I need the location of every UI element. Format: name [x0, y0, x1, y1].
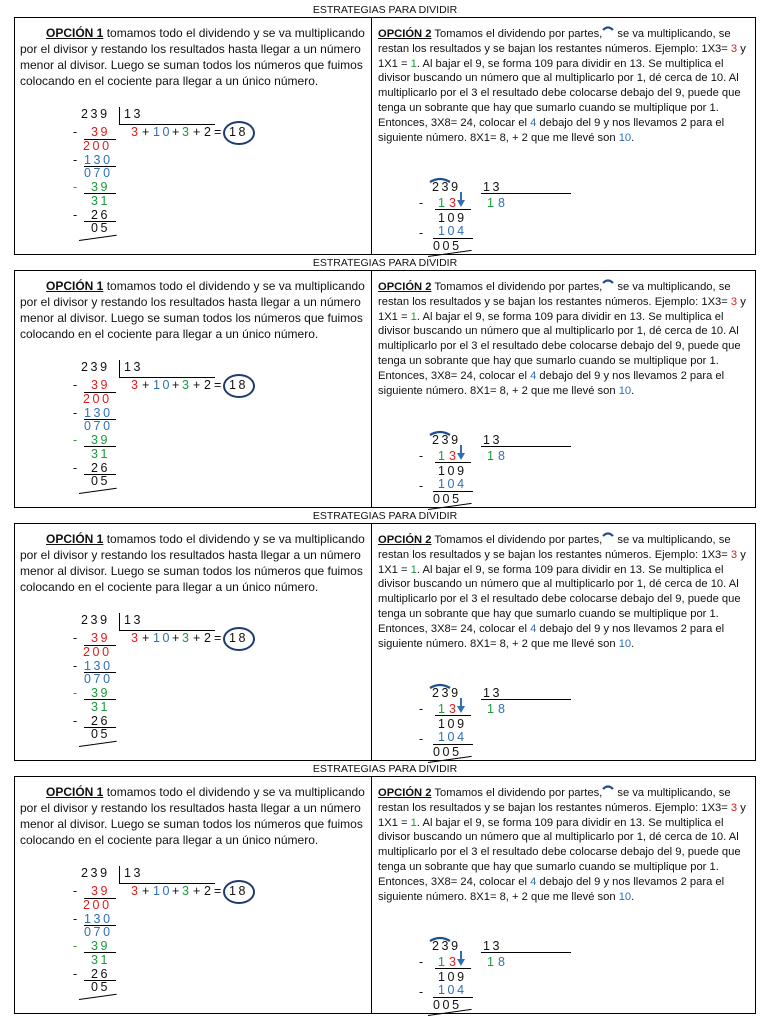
option2-text: [378, 784, 750, 904]
o2-rem1: 109: [438, 464, 467, 478]
o1-sub2: 130: [84, 659, 113, 673]
option2-text-3: y 1X1 =: [378, 42, 746, 70]
o2-rem2: 005: [433, 492, 462, 506]
o1-rem1: 200: [83, 898, 112, 912]
o1-sub3: 39: [91, 939, 111, 953]
option2-text-6: .: [631, 637, 635, 650]
option1-text: [20, 784, 365, 848]
strategy-section: [14, 510, 756, 763]
o2-sub1-units: 3: [449, 955, 459, 969]
o1-plus-1: +: [142, 125, 152, 139]
bring-down-arrow-icon: [456, 698, 466, 714]
option2-text-2: se va multiplicando, se restan los resultados y se bajan los restantes números. Ejemplo: 1X3=: [378, 28, 731, 55]
option2-text: [378, 278, 750, 398]
o1-q1: 3: [131, 125, 141, 139]
o2-minus-2: -: [419, 732, 426, 746]
arc-icon: [602, 278, 614, 284]
option2-text-3: y 1X1 =: [378, 295, 746, 323]
o1-minus-2: -: [73, 406, 80, 420]
o1-rem1: 200: [83, 392, 112, 406]
o2-minus-1: -: [419, 196, 426, 210]
o1-rem2: 070: [84, 925, 113, 939]
option1-body: tomamos todo el dividendo y se va multiplicando por el divisor y restando los resultados hasta llegar a un número menor al divisor. Luego se suman todos los números que fuimos colocando en el cociente para llegar a un único número.: [20, 532, 365, 594]
option2-value-3: 3: [730, 548, 738, 561]
strategy-table: [14, 270, 756, 508]
o1-equals: =: [214, 125, 224, 139]
column-divider: [371, 271, 372, 507]
o1-rem2: 070: [84, 419, 113, 433]
strategy-table: [14, 17, 756, 255]
o1-rem4: 05: [91, 221, 111, 235]
o2-rem2: 005: [433, 745, 462, 759]
o2-rule-1: [435, 462, 471, 463]
option1-text: [20, 278, 365, 342]
o2-dividend: 239: [432, 686, 461, 700]
o2-divisor-rule: [481, 699, 571, 700]
o2-minus-1: -: [419, 955, 426, 969]
o1-sub4: 26: [91, 714, 111, 728]
option2-heading: OPCIÓN 2: [378, 281, 432, 293]
o1-plus-3: +: [193, 378, 203, 392]
option2-text-1: Tomamos el dividendo por partes,: [431, 28, 603, 40]
strategy-section: [14, 257, 756, 510]
o1-sub4: 26: [91, 967, 111, 981]
o2-rem2: 005: [433, 998, 462, 1012]
option2-text-2: se va multiplicando, se restan los resultados y se bajan los restantes números. Ejemplo: 1X3=: [378, 787, 731, 814]
o1-rem2: 070: [84, 672, 113, 686]
option2-text: [378, 531, 750, 651]
o1-sub3: 39: [91, 686, 111, 700]
option2-text-4: . Al bajar el 9, se forma 109 para dividir en 13. Se multiplica el divisor buscando un número que al multiplicarlo por 1, dé cerca de 10. Al multiplicarlo por el 3 el resultado debe colocarse debajo del 9, puede que tenga un sobrante que hay que sumarlo cuando se multiplique por 1. Entonces, 3X8= 24, colocar el: [378, 816, 741, 888]
o1-rem3: 31: [91, 194, 111, 208]
o2-sub1-units: 3: [449, 196, 459, 210]
o2-rem1: 109: [438, 970, 467, 984]
o1-sub1: 39: [91, 631, 111, 645]
o2-sub2: 104: [438, 983, 467, 997]
o1-sub4: 26: [91, 208, 111, 222]
option2-text-6: .: [631, 131, 635, 144]
option2-text: [378, 25, 750, 145]
o2-minus-1: -: [419, 449, 426, 463]
o1-q2: 10: [153, 631, 173, 645]
o1-minus-4: -: [73, 967, 80, 981]
o1-minus-4: -: [73, 461, 80, 475]
o1-rem2: 070: [84, 166, 113, 180]
o2-sub1-tens: 1: [438, 449, 448, 463]
option2-text-4: . Al bajar el 9, se forma 109 para dividir en 13. Se multiplica el divisor buscando un número que al multiplicarlo por 1, dé cerca de 10. Al multiplicarlo por el 3 el resultado debe colocarse debajo del 9, puede que tenga un sobrante que hay que sumarlo cuando se multiplique por 1. Entonces, 3X8= 24, colocar el: [378, 57, 741, 129]
o1-plus-3: +: [193, 884, 203, 898]
o2-sub2: 104: [438, 730, 467, 744]
option2-value-10: 10: [618, 131, 632, 144]
option2-text-6: .: [631, 384, 635, 397]
arc-icon: [602, 25, 614, 31]
o2-quotient-units: 8: [498, 449, 508, 463]
o1-q3: 3: [182, 631, 192, 645]
option2-text-5: debajo del 9 y nos llevamos 2 para el siguiente número. 8X1= 8, + 2 que me llevé son: [378, 116, 725, 144]
option2-text-2: se va multiplicando, se restan los resultados y se bajan los restantes números. Ejemplo: 1X3=: [378, 281, 731, 308]
option2-text-6: .: [631, 890, 635, 903]
option1-body: tomamos todo el dividendo y se va multiplicando por el divisor y restando los resultados hasta llegar a un número menor al divisor. Luego se suman todos los números que fuimos colocando en el cociente para llegar a un único número.: [20, 279, 365, 341]
option2-text-1: Tomamos el dividendo por partes,: [431, 787, 603, 799]
o2-sub2: 104: [438, 477, 467, 491]
o1-result: 18: [229, 884, 249, 898]
o1-q1: 3: [131, 631, 141, 645]
option1-heading: OPCIÓN 1: [46, 532, 104, 546]
o1-divisor: 13: [124, 866, 144, 880]
o2-dividend: 239: [432, 180, 461, 194]
o1-plus-2: +: [172, 125, 182, 139]
option2-text-5: debajo del 9 y nos llevamos 2 para el siguiente número. 8X1= 8, + 2 que me llevé son: [378, 369, 725, 397]
option2-value-1: 1: [410, 563, 417, 576]
o2-rule-1: [435, 968, 471, 969]
o1-divisor: 13: [124, 107, 144, 121]
o1-q1: 3: [131, 378, 141, 392]
bring-down-arrow-icon: [456, 951, 466, 967]
o1-sub3: 39: [91, 433, 111, 447]
strategy-table: [14, 523, 756, 761]
o2-quotient-units: 8: [498, 955, 508, 969]
option2-heading: OPCIÓN 2: [378, 534, 432, 546]
o1-bracket-vertical: [119, 360, 120, 377]
o2-divisor: 13: [483, 939, 503, 953]
o2-sub1-units: 3: [449, 702, 459, 716]
option2-text-5: debajo del 9 y nos llevamos 2 para el siguiente número. 8X1= 8, + 2 que me llevé son: [378, 622, 725, 650]
o1-bracket-vertical: [119, 613, 120, 630]
o2-quotient-tens: 1: [487, 702, 497, 716]
o1-sub3: 39: [91, 180, 111, 194]
o2-divisor: 13: [483, 180, 503, 194]
o2-divisor: 13: [483, 433, 503, 447]
o2-quotient-tens: 1: [487, 449, 497, 463]
o1-rem4: 05: [91, 980, 111, 994]
o1-final-stroke: [79, 488, 117, 494]
o1-dividend: 239: [81, 360, 110, 374]
o1-divisor: 13: [124, 360, 144, 374]
o1-final-stroke: [79, 235, 117, 241]
o2-sub1-tens: 1: [438, 196, 448, 210]
o1-plus-2: +: [172, 631, 182, 645]
o1-minus-3: -: [73, 180, 80, 194]
o1-sub2: 130: [84, 153, 113, 167]
option1-text: [20, 531, 365, 595]
option2-text-3: y 1X1 =: [378, 548, 746, 576]
o1-equals: =: [214, 631, 224, 645]
o1-minus-3: -: [73, 939, 80, 953]
o1-final-stroke: [79, 994, 117, 1000]
o1-minus-1: -: [73, 125, 80, 139]
option1-body: tomamos todo el dividendo y se va multiplicando por el divisor y restando los resultados hasta llegar a un número menor al divisor. Luego se suman todos los números que fuimos colocando en el cociente para llegar a un único número.: [20, 26, 365, 88]
option2-text-5: debajo del 9 y nos llevamos 2 para el siguiente número. 8X1= 8, + 2 que me llevé son: [378, 875, 725, 903]
o1-plus-1: +: [142, 884, 152, 898]
o1-plus-3: +: [193, 125, 203, 139]
o2-sub1-units: 3: [449, 449, 459, 463]
column-divider: [371, 18, 372, 254]
o2-divisor: 13: [483, 686, 503, 700]
option2-text-3: y 1X1 =: [378, 801, 746, 829]
option2-value-3: 3: [730, 801, 738, 814]
o2-rem1: 109: [438, 717, 467, 731]
o1-sub2: 130: [84, 406, 113, 420]
option2-value-3: 3: [730, 295, 738, 308]
option2-value-4: 4: [530, 875, 537, 888]
strategy-section: [14, 4, 756, 257]
o1-dividend: 239: [81, 107, 110, 121]
o1-sub1: 39: [91, 378, 111, 392]
o2-quotient-tens: 1: [487, 196, 497, 210]
column-divider: [371, 777, 372, 1013]
option2-value-1: 1: [410, 816, 417, 829]
o1-sub4: 26: [91, 461, 111, 475]
o1-q2: 10: [153, 884, 173, 898]
option1-text: [20, 25, 365, 89]
o1-plus-1: +: [142, 378, 152, 392]
strategy-section: [14, 763, 756, 1016]
option2-heading: OPCIÓN 2: [378, 787, 432, 799]
o1-result: 18: [229, 125, 249, 139]
option2-value-4: 4: [530, 622, 537, 635]
section-title: ESTRATEGIAS PARA DIVIDIR: [312, 4, 458, 16]
o1-q2: 10: [153, 378, 173, 392]
column-divider: [371, 524, 372, 760]
o1-equals: =: [214, 378, 224, 392]
o1-rem3: 31: [91, 953, 111, 967]
option1-heading: OPCIÓN 1: [46, 279, 104, 293]
o1-q3: 3: [182, 884, 192, 898]
o1-final-stroke: [79, 741, 117, 747]
o1-bracket-vertical: [119, 866, 120, 883]
option2-value-10: 10: [618, 890, 632, 903]
option2-value-4: 4: [530, 369, 537, 382]
o1-q3: 3: [182, 125, 192, 139]
o1-plus-2: +: [172, 378, 182, 392]
o2-rem1: 109: [438, 211, 467, 225]
option1-heading: OPCIÓN 1: [46, 785, 104, 799]
o1-rem1: 200: [83, 139, 112, 153]
o2-divisor-rule: [481, 446, 571, 447]
o1-divisor: 13: [124, 613, 144, 627]
option2-text-1: Tomamos el dividendo por partes,: [431, 281, 603, 293]
o1-sub1: 39: [91, 125, 111, 139]
o1-rem4: 05: [91, 727, 111, 741]
o1-equals: =: [214, 884, 224, 898]
o2-sub1-tens: 1: [438, 702, 448, 716]
o2-minus-2: -: [419, 226, 426, 240]
o1-plus-1: +: [142, 631, 152, 645]
o1-plus-2: +: [172, 884, 182, 898]
o1-minus-4: -: [73, 714, 80, 728]
arc-icon: [602, 784, 614, 790]
o1-q2: 10: [153, 125, 173, 139]
strategy-table: [14, 776, 756, 1014]
o1-rem3: 31: [91, 700, 111, 714]
section-title: ESTRATEGIAS PARA DIVIDIR: [312, 763, 458, 775]
option2-heading: OPCIÓN 2: [378, 28, 432, 40]
o1-rem1: 200: [83, 645, 112, 659]
o1-minus-1: -: [73, 378, 80, 392]
o1-plus-3: +: [193, 631, 203, 645]
o1-q1: 3: [131, 884, 141, 898]
o1-dividend: 239: [81, 613, 110, 627]
o2-dividend: 239: [432, 433, 461, 447]
o2-minus-2: -: [419, 985, 426, 999]
o2-rule-1: [435, 715, 471, 716]
o1-q4: 2: [204, 884, 214, 898]
bring-down-arrow-icon: [456, 192, 466, 208]
o1-minus-1: -: [73, 631, 80, 645]
option2-text-1: Tomamos el dividendo por partes,: [431, 534, 603, 546]
o1-q4: 2: [204, 631, 214, 645]
o2-rem2: 005: [433, 239, 462, 253]
o2-sub1-tens: 1: [438, 955, 448, 969]
o2-quotient-units: 8: [498, 196, 508, 210]
o2-quotient-units: 8: [498, 702, 508, 716]
o1-sub1: 39: [91, 884, 111, 898]
o1-minus-3: -: [73, 686, 80, 700]
o1-q4: 2: [204, 378, 214, 392]
option2-value-4: 4: [530, 116, 537, 129]
o2-divisor-rule: [481, 193, 571, 194]
o1-minus-4: -: [73, 208, 80, 222]
o1-minus-2: -: [73, 912, 80, 926]
section-title: ESTRATEGIAS PARA DIVIDIR: [312, 510, 458, 522]
o1-minus-2: -: [73, 659, 80, 673]
option2-text-4: . Al bajar el 9, se forma 109 para dividir en 13. Se multiplica el divisor buscando un número que al multiplicarlo por 1, dé cerca de 10. Al multiplicarlo por el 3 el resultado debe colocarse debajo del 9, puede que tenga un sobrante que hay que sumarlo cuando se multiplique por 1. Entonces, 3X8= 24, colocar el: [378, 310, 741, 382]
o1-q3: 3: [182, 378, 192, 392]
option2-text-2: se va multiplicando, se restan los resultados y se bajan los restantes números. Ejemplo: 1X3=: [378, 534, 731, 561]
option2-value-3: 3: [730, 42, 738, 55]
o1-result: 18: [229, 631, 249, 645]
o1-dividend: 239: [81, 866, 110, 880]
option2-value-10: 10: [618, 384, 632, 397]
o2-rule-1: [435, 209, 471, 210]
option2-value-10: 10: [618, 637, 632, 650]
o2-minus-2: -: [419, 479, 426, 493]
o1-bracket-vertical: [119, 107, 120, 124]
o1-minus-3: -: [73, 433, 80, 447]
arc-icon: [602, 531, 614, 537]
o1-q4: 2: [204, 125, 214, 139]
option2-value-1: 1: [410, 57, 417, 70]
o2-divisor-rule: [481, 952, 571, 953]
bring-down-arrow-icon: [456, 445, 466, 461]
option2-text-4: . Al bajar el 9, se forma 109 para dividir en 13. Se multiplica el divisor buscando un número que al multiplicarlo por 1, dé cerca de 10. Al multiplicarlo por el 3 el resultado debe colocarse debajo del 9, puede que tenga un sobrante que hay que sumarlo cuando se multiplique por 1. Entonces, 3X8= 24, colocar el: [378, 563, 741, 635]
option2-value-1: 1: [410, 310, 417, 323]
o2-minus-1: -: [419, 702, 426, 716]
o1-result: 18: [229, 378, 249, 392]
o2-quotient-tens: 1: [487, 955, 497, 969]
o2-dividend: 239: [432, 939, 461, 953]
o1-rem4: 05: [91, 474, 111, 488]
o1-minus-1: -: [73, 884, 80, 898]
section-title: ESTRATEGIAS PARA DIVIDIR: [312, 257, 458, 269]
option1-body: tomamos todo el dividendo y se va multiplicando por el divisor y restando los resultados hasta llegar a un número menor al divisor. Luego se suman todos los números que fuimos colocando en el cociente para llegar a un único número.: [20, 785, 365, 847]
o1-rem3: 31: [91, 447, 111, 461]
o1-sub2: 130: [84, 912, 113, 926]
option1-heading: OPCIÓN 1: [46, 26, 104, 40]
o2-sub2: 104: [438, 224, 467, 238]
o1-minus-2: -: [73, 153, 80, 167]
